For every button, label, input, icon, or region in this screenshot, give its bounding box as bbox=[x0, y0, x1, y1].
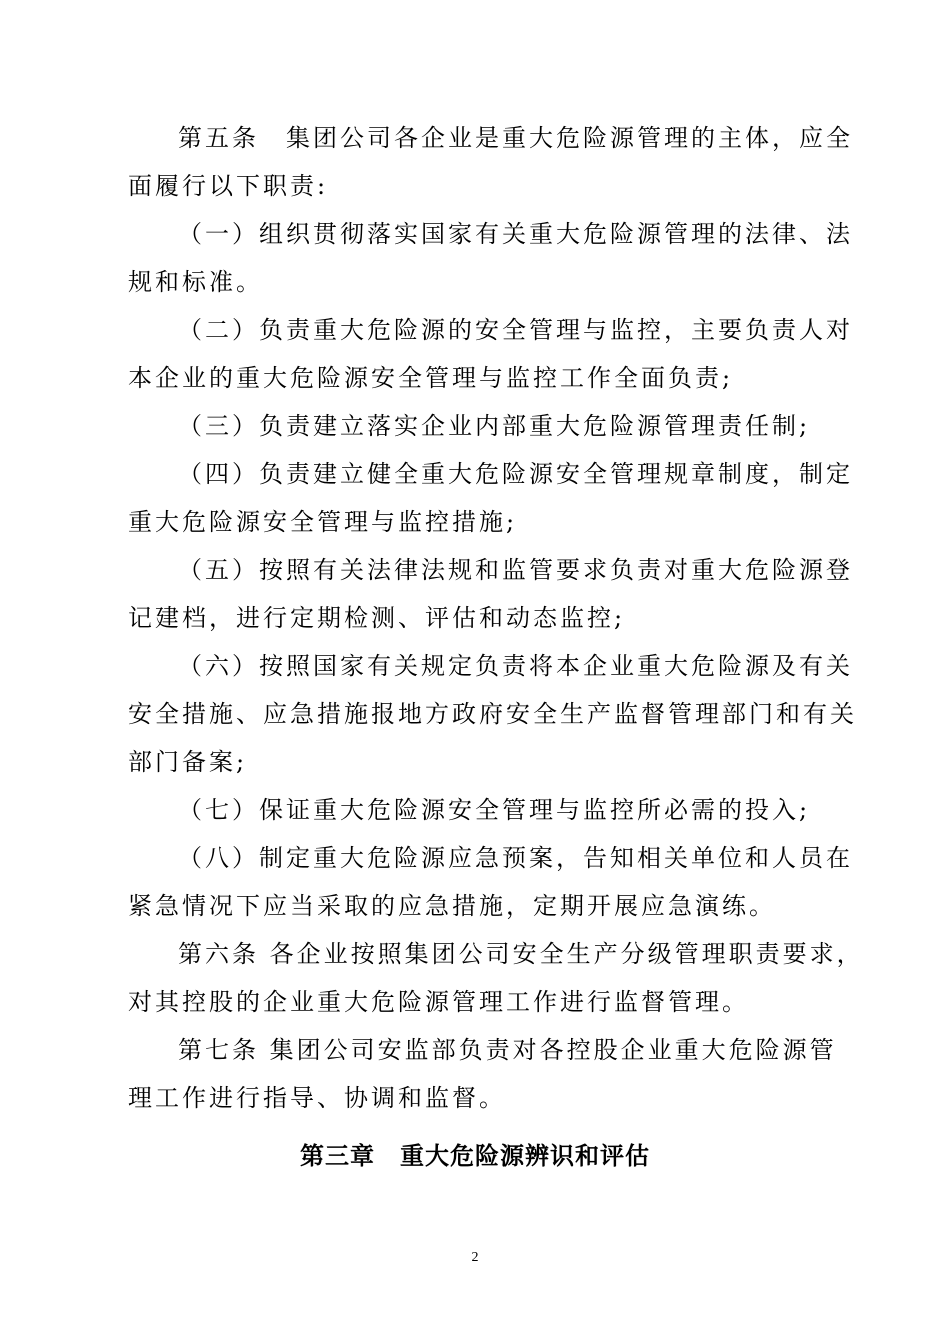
item-8-line-2: 紧急情况下应当采取的应急措施，定期开展应急演练。 bbox=[128, 892, 776, 920]
item-2-line-2: 本企业的重大危险源安全管理与监控工作全面负责; bbox=[128, 364, 734, 392]
item-1-line-1: （一）组织贯彻落实国家有关重大危险源管理的法律、法 bbox=[178, 220, 853, 248]
item-6-line-2: 安全措施、应急措施报地方政府安全生产监督管理部门和有关 bbox=[128, 700, 857, 728]
item-6-line-1: （六）按照国家有关规定负责将本企业重大危险源及有关 bbox=[178, 652, 853, 680]
item-4-line-2: 重大危险源安全管理与监控措施; bbox=[128, 508, 518, 536]
item-5-line-1: （五）按照有关法律法规和监管要求负责对重大危险源登 bbox=[178, 556, 853, 584]
item-4-line-1: （四）负责建立健全重大危险源安全管理规章制度，制定 bbox=[178, 460, 853, 488]
article-5-line-2: 面履行以下职责: bbox=[128, 172, 329, 200]
item-3-line-1: （三）负责建立落实企业内部重大危险源管理责任制; bbox=[178, 412, 811, 440]
article-5-line-1: 第五条 集团公司各企业是重大危险源管理的主体，应全 bbox=[178, 124, 853, 152]
item-1-line-2: 规和标准。 bbox=[128, 268, 263, 296]
chapter-heading: 第三章 重大危险源辨识和评估 bbox=[300, 1142, 650, 1170]
page-number: 2 bbox=[471, 1250, 479, 1265]
item-8-line-1: （八）制定重大危险源应急预案，告知相关单位和人员在 bbox=[178, 844, 853, 872]
article-7-line-2: 理工作进行指导、协调和监督。 bbox=[128, 1084, 506, 1112]
item-6-line-3: 部门备案; bbox=[128, 748, 248, 776]
article-7-line-1: 第七条 集团公司安监部负责对各控股企业重大危险源管 bbox=[178, 1036, 837, 1064]
article-6-line-2: 对其控股的企业重大危险源管理工作进行监督管理。 bbox=[128, 988, 749, 1016]
article-6-line-1: 第六条 各企业按照集团公司安全生产分级管理职责要求， bbox=[178, 940, 864, 968]
item-2-line-1: （二）负责重大危险源的安全管理与监控，主要负责人对 bbox=[178, 316, 853, 344]
item-7-line-1: （七）保证重大危险源安全管理与监控所必需的投入; bbox=[178, 796, 811, 824]
item-5-line-2: 记建档，进行定期检测、评估和动态监控; bbox=[128, 604, 626, 632]
